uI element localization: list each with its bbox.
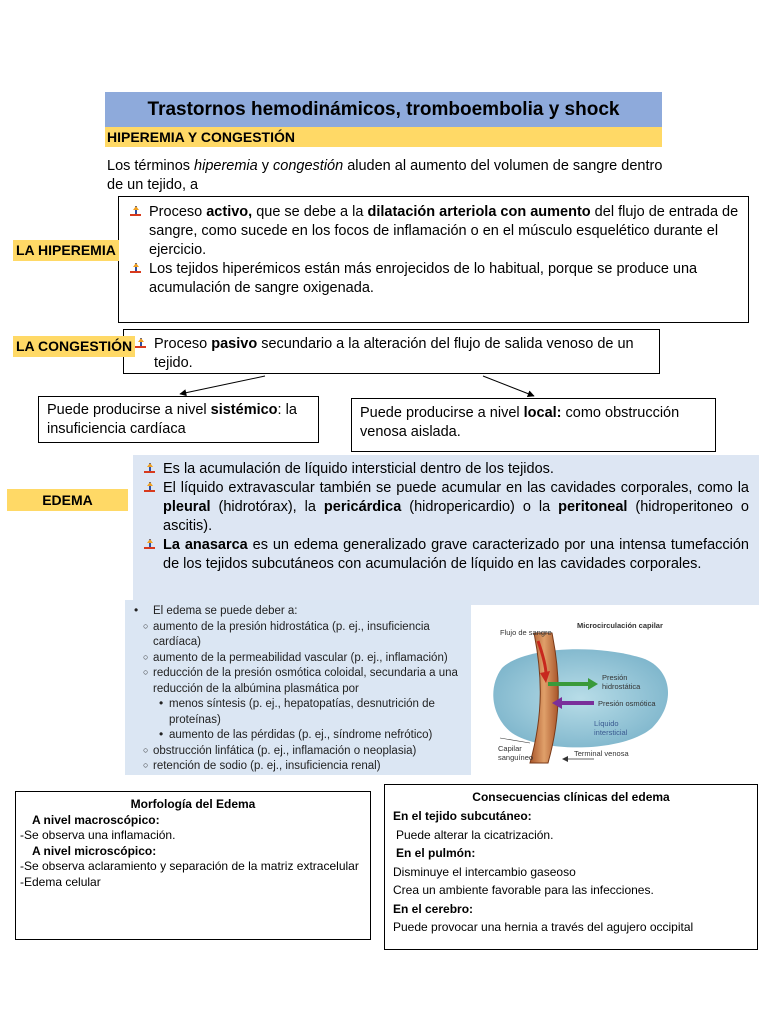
bullet-arrow-icon — [144, 539, 155, 550]
bullet-arrow-icon — [130, 206, 141, 217]
section-heading-hiperemia: HIPEREMIA Y CONGESTIÓN — [105, 127, 662, 147]
diagram-title: Microcirculación capilar — [577, 621, 663, 630]
label-congestion: LA CONGESTIÓN — [13, 336, 135, 357]
hiperemia-bullet-1: Proceso activo, que se debe a la dilatación arteriola con aumento del flujo de entrada de sangre, como sucede en los focos de inflamación o en el músculo esquelético durante el ejercicio. — [127, 203, 740, 260]
macroscopic-text: -Se observa una inflamación. — [20, 828, 176, 842]
subcutaneous-text: Puede alterar la cicatrización. — [396, 827, 554, 842]
cause-subitem: • menos síntesis (p. ej., hepatopatías, desnutrición de proteínas) — [159, 696, 435, 726]
causes-heading: • El edema se puede deber a: — [134, 603, 298, 617]
intro-text-2: y — [257, 158, 274, 174]
bullet-arrow-icon — [130, 263, 141, 274]
hiperemia-bullet-2: Los tejidos hiperémicos están más enrojecidos de lo habitual, porque se produce una acumulación de sangre oxigenada. — [127, 260, 740, 298]
edema-bullet-1: Es la acumulación de líquido intersticial dentro de los tejidos. — [141, 460, 749, 479]
intro-text-1: Los términos — [107, 158, 195, 174]
brain-text: Puede provocar una hernia a través del agujero occipital — [393, 920, 694, 934]
cause-item: ○ aumento de la permeabilidad vascular (p. ej., inflamación) — [143, 651, 448, 664]
arrow-to-systemic — [180, 376, 265, 394]
lung-text-1: Disminuye el intercambio gaseoso — [393, 864, 576, 879]
diagram-label-hydrostatic: Presión hidrostática — [602, 673, 641, 691]
diagram-label-osmotic: Presión osmótica — [598, 699, 656, 708]
morphology-box — [15, 791, 371, 940]
label-edema: EDEMA — [7, 489, 128, 511]
macroscopic-heading: A nivel macroscópico: — [32, 812, 160, 827]
cause-subitem: • aumento de las pérdidas (p. ej., síndrome nefrótico) — [159, 727, 433, 741]
consequences-title: Consecuencias clínicas del edema — [472, 790, 670, 804]
diagram-label-capillary: Capilar sanguíneo — [498, 744, 534, 762]
microscopic-text-1: -Se observa aclaramiento y separación de la matriz extracelular — [20, 859, 359, 873]
edema-bullet-3: La anasarca es un edema generalizado grave caracterizado por una intensa tumefacción de los tejidos subcutáneos con acumulación de líquido en las cavidades corporales. — [141, 536, 749, 574]
bullet-arrow-icon — [144, 463, 155, 474]
microscopic-heading: A nivel microscópico: — [32, 843, 157, 858]
microscopic-text-2: -Edema celular — [20, 874, 101, 889]
bullet-arrow-icon — [135, 338, 146, 349]
diagram-label-interstitial: Líquido intersticial — [594, 719, 628, 737]
cause-item: ○ reducción de la presión osmótica coloidal, secundaria a una reducción de la albúmina plasmática por — [143, 667, 458, 695]
cause-item: ○ aumento de la presión hidrostática (p. ej., insuficiencia cardíaca) — [143, 620, 430, 648]
page-title: Trastornos hemodinámicos, tromboembolia y shock — [105, 92, 662, 127]
consequences-box — [384, 784, 758, 950]
intro-paragraph — [107, 157, 667, 195]
brain-heading: En el cerebro: — [393, 901, 474, 916]
diagram-label-venous: Terminal venosa — [574, 749, 629, 758]
intro-term-congestion: congestión — [273, 158, 344, 174]
systemic-box: Puede producirse a nivel sistémico: la insuficiencia cardíaca — [38, 396, 319, 443]
intro-text-3: aluden al aumento del volumen de sangre dentro de un tejido, a — [107, 158, 663, 193]
venous-pointer-head — [562, 756, 568, 762]
diagram-label-flow: Flujo de sangre — [500, 628, 552, 637]
local-box: Puede producirse a nivel local: como obstrucción venosa aislada. — [351, 398, 716, 452]
cause-item: ○ obstrucción linfática (p. ej., inflamación o neoplasia) — [143, 744, 417, 757]
edema-bullet-2: El líquido extravascular también se puede acumular en las cavidades corporales, como la pleural (hidrotórax), la pericárdica (hidropericardio) o la peritoneal (hidroperitoneo o ascitis). — [141, 479, 749, 536]
intro-term-hiperemia: hiperemia — [194, 158, 258, 174]
edema-causes-panel — [125, 600, 471, 775]
subcutaneous-heading: En el tejido subcutáneo: — [393, 809, 532, 823]
morphology-title: Morfología del Edema — [130, 797, 256, 811]
congestion-bullet: Proceso pasivo secundario a la alteración del flujo de salida venoso de un tejido. — [132, 335, 651, 373]
arrow-to-local — [483, 376, 534, 396]
lung-text-2: Crea un ambiente favorable para las infecciones. — [393, 883, 654, 897]
congestion-box — [123, 329, 660, 374]
capillary-microcirculation-diagram — [482, 613, 682, 773]
bullet-arrow-icon — [144, 482, 155, 493]
label-hiperemia: LA HIPEREMIA — [13, 240, 119, 261]
lung-heading: En el pulmón: — [396, 846, 476, 860]
hiperemia-box — [118, 196, 749, 323]
cause-item: ○ retención de sodio (p. ej., insuficiencia renal) — [143, 760, 381, 772]
edema-panel — [133, 455, 759, 605]
